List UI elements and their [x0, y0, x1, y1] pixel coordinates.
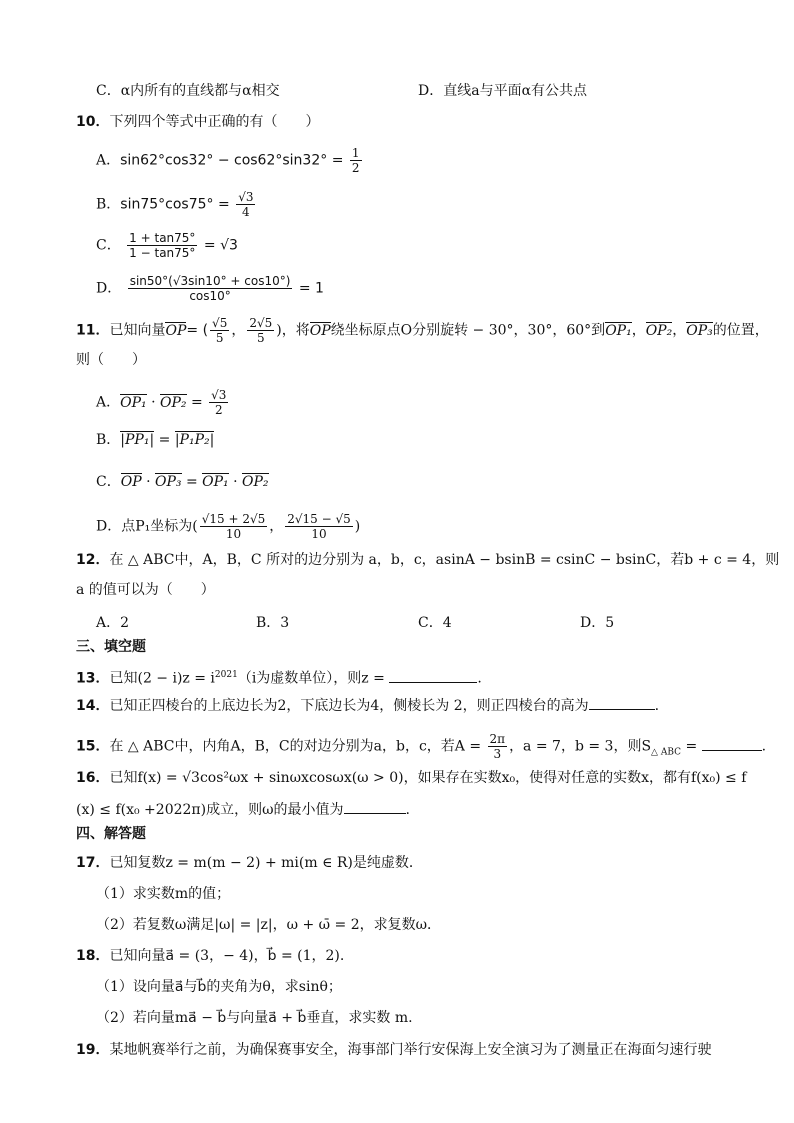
q12-option-b: B．3: [256, 615, 290, 631]
q10-option-a: A．sin62°cos32° − cos62°sin32° = $\frac{1}{2}$: [96, 146, 360, 175]
question-number: 10．: [76, 114, 110, 130]
q17-stem: 17．已知复数z = m(m − 2) + mi(m ∈ R)是纯虚数．: [76, 855, 423, 871]
q17-part-1: （1）求实数m的值；: [96, 886, 231, 902]
q9-option-c: C．α内所有的直线都与α相交: [96, 83, 280, 99]
q16: 16．已知f(x) = √3cos²ωx + sinωxcosωx(ω > 0)，如果存在实数x₀，使得对任意的实数x，都有f(x₀) ≤ f: [76, 770, 747, 786]
q16-cont: (x) ≤ f(x₀ +2022π)成立，则ω的最小值为 .: [76, 799, 410, 820]
fraction: $\frac{2√5}{5}$: [249, 316, 273, 345]
question-number: 17．: [76, 855, 110, 871]
section-heading-fill-in: 三、填空题: [76, 639, 146, 655]
q9-option-d: D．直线a与平面α有公共点: [418, 83, 588, 99]
q11-stem-cont: 则（ ）: [76, 352, 146, 368]
fraction: $\frac{\sin 50^\circ(√3\sin 10^\circ + \cos 10^\circ)}{\cos 10^\circ}$: [129, 274, 291, 303]
q12-option-d: D．5: [580, 615, 615, 631]
q13: 13．已知$(2 - i)z = i^{2021}(i$为虚数单位），则z = .: [76, 665, 482, 689]
q12-option-c: C．4: [418, 615, 452, 631]
answer-blank[interactable]: [589, 695, 655, 710]
q10-option-d: D． $\frac{\sin 50^\circ(√3\sin 10^\circ + \cos 10^\circ)}{\cos 10^\circ}$ = 1: [96, 274, 324, 303]
question-number: 12．: [76, 552, 110, 568]
fraction: $\frac{1}{2}$: [351, 146, 360, 175]
q15: 15．在 △ ABC中，内角A，B，C的对边分别为a，b，c，若A = $\frac{2\pi}{3}$ ，a = 7，b = 3，则$S_{\triangle ABC}$ = .: [76, 732, 767, 761]
q17-part-2: （2）若复数ω满足|ω| = |z|，ω + ω̄ = 2，求复数ω．: [96, 917, 442, 933]
q10-option-c: C． $\frac{1 + \tan 75^\circ}{1 - \tan 75^\circ}$ = √3: [96, 231, 238, 260]
fraction: $\frac{√15 + 2√5}{10}$: [201, 512, 266, 541]
fraction: $\frac{1 + \tan 75^\circ}{1 - \tan 75^\circ}$: [129, 231, 196, 260]
fraction: $\frac{√3}{4}$: [238, 190, 254, 219]
fraction: $\frac{√3}{2}$: [211, 388, 227, 417]
q11-option-a: A．OP₁ · OP₂ = $\frac{√3}{2}$: [96, 388, 227, 417]
fraction: $\frac{√5}{5}$: [212, 316, 228, 345]
answer-blank[interactable]: [702, 736, 762, 751]
answer-blank[interactable]: [344, 799, 406, 814]
question-number: 11．: [76, 322, 110, 339]
q11-option-c: C．OP · OP₃ = OP₁ · OP₂: [96, 474, 269, 490]
q11-option-b: B．|PP₁| = |P₁P₂|: [96, 432, 215, 448]
q18-stem: 18．已知向量a⃗ = (3，− 4)，b⃗ = (1，2).: [76, 948, 345, 964]
q14: 14．已知正四棱台的上底边长为2，下底边长为4，侧棱长为 2，则正四棱台的高为 .: [76, 695, 659, 716]
question-number: 14．: [76, 698, 110, 714]
fraction: $\frac{2√15 - √5}{10}$: [287, 512, 351, 541]
q11-option-d: D．点P₁坐标为( $\frac{√15 + 2√5}{10}$ ， $\frac{2√15 - √5}{10}$ ): [96, 512, 361, 541]
q12-stem: 12．在 △ ABC中，A，B，C 所对的边分别为 a，b，c，asinA − bsinB = csinC − bsinC，若b + c = 4，则: [76, 552, 780, 568]
question-number: 15．: [76, 738, 110, 755]
q12-option-a: A．2: [96, 615, 130, 631]
q10-option-b: B．sin75°cos75° = $\frac{√3}{4}$: [96, 190, 254, 219]
question-number: 19．: [76, 1042, 110, 1058]
q11-stem: 11．已知向量OP= ( $\frac{√5}{5}$ ， $\frac{2√5}{5}$ )，将OP绕坐标原点O分别旋转 − 30°，30°，60°到OP₁，OP₂，OP₃的位置，: [76, 316, 769, 345]
answer-blank[interactable]: [389, 668, 477, 683]
section-heading-solutions: 四、解答题: [76, 826, 146, 842]
q19-stem: 19．某地帆赛举行之前，为确保赛事安全，海事部门举行安保海上安全演习为了测量正在海面匀速行驶: [76, 1042, 712, 1058]
q18-part-1: （1）设向量a⃗与b⃗的夹角为θ，求sinθ；: [96, 979, 342, 995]
question-number: 18．: [76, 948, 110, 964]
q12-stem-cont: a 的值可以为（ ）: [76, 582, 215, 598]
question-number: 13．: [76, 670, 110, 687]
fraction: $\frac{2\pi}{3}$: [489, 732, 506, 761]
q10-stem: 10．下列四个等式中正确的有（ ）: [76, 114, 320, 130]
question-number: 16．: [76, 770, 110, 786]
q18-part-2: （2）若向量ma⃗ − b⃗与向量a⃗ + b⃗垂直，求实数 m.: [96, 1010, 413, 1026]
